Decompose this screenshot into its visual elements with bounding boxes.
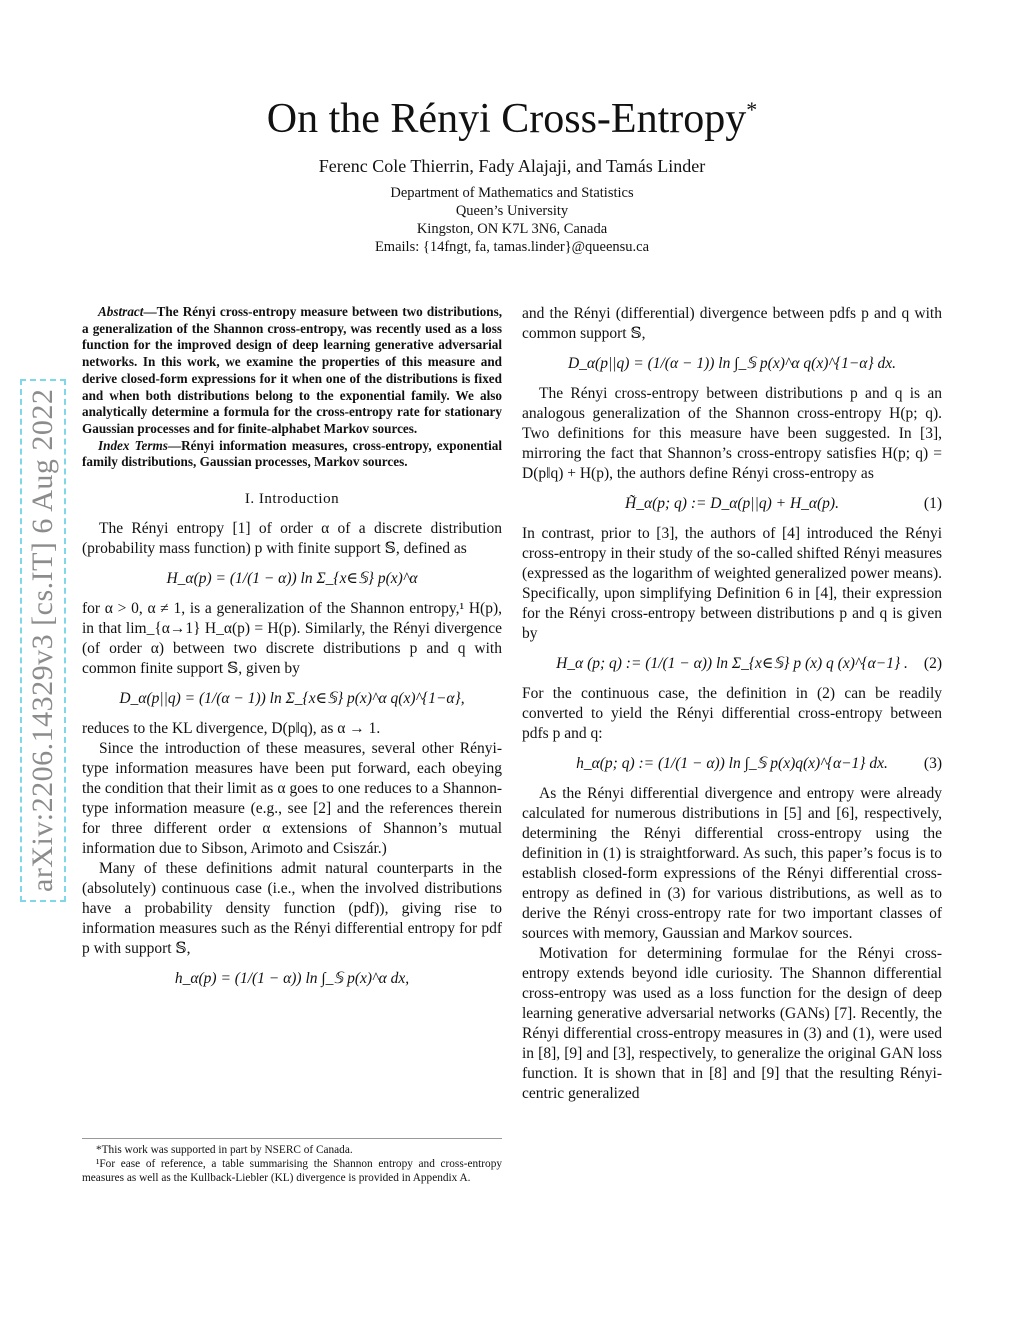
- footnotes: [82, 1138, 502, 1185]
- index-terms: [82, 438, 502, 471]
- equation-2: [522, 654, 942, 674]
- equation-3: [522, 754, 942, 774]
- equation-renyi-entropy: H_α(p) = (1/(1 − α)) ln Σ_{x∈𝕊} p(x)^α: [166, 570, 418, 588]
- affiliation-univ: Queen’s University: [455, 203, 569, 219]
- index-terms-label: Index Terms: [98, 437, 168, 453]
- affiliation-dept: Department of Mathematics and Statistics: [390, 185, 634, 201]
- right-paragraph-1: and the Rényi (differential) divergence between pdfs p and q with common support 𝕊,: [522, 305, 942, 342]
- equation-2-body: H_α (p; q) := (1/(1 − α)) ln Σ_{x∈𝕊} p (x) q (x)^{α−1} .: [556, 655, 908, 672]
- footnote-star: *This work was supported in part by NSERC of Canada.: [96, 1144, 353, 1156]
- affiliation-emails: Emails: {14fngt, fa, tamas.linder}@queensu.ca: [374, 239, 650, 255]
- equation-3-body: h_α(p; q) := (1/(1 − α)) ln ∫_𝕊 p(x)q(x)^{α−1} dx.: [576, 755, 888, 772]
- right-paragraph-2: The Rényi cross-entropy between distributions p and q is an analogous generalization of the Shannon cross-entropy H(p; q). Two definitions for this measure have been suggested. In [3], mirroring the fact that Shannon’s cross-entropy satisfies H(p; q) = D(p‖q) + H(p), the authors define Rényi cross-entropy as: [522, 385, 942, 482]
- left-paragraph-5: Many of these definitions admit natural counterparts in the (absolutely) continuous case (i.e., when the involved distributions have a probability density function (pdf)), giving rise to information measures such as the Rényi differential entropy for pdf p with support 𝕊,: [82, 860, 502, 958]
- equation-1-body: H̃_α(p; q) := D_α(p||q) + H_α(p).: [625, 495, 839, 512]
- equation-3-number: (3): [923, 755, 942, 772]
- abstract-text: —The Rényi cross-entropy measure between two distributions, a generalization of the Shannon cross-entropy, was recently used as a loss function for the improved design of deep learning generative adversarial networks. In this work, we examine the properties of this measure and derive closed-form expressions for it when one of the distributions is fixed and when both distributions belong to the exponential family. We also analytically determine a formula for the cross-entropy rate for stationary Gaussian processes and for finite-alphabet Markov sources.: [82, 304, 502, 436]
- title-footnote-mark: *: [746, 97, 758, 122]
- title-text: On the Rényi Cross-Entropy: [266, 96, 747, 142]
- left-paragraph-4: Since the introduction of these measures, several other Rényi-type information measures have been put forward, each obeying the condition that their limit as α goes to one reduces to a Shannon-type information measure (e.g., see [2] and the references therein for three different order α extensions of Shannon’s mutual information due to Sibson, Arimoto and Csiszár.): [82, 740, 502, 858]
- abstract-label: Abstract: [98, 304, 144, 319]
- footnote-1: ¹For ease of reference, a table summarising the Shannon entropy and cross-entropy measures as well as the Kullback-Liebler (KL) divergence is provided in Appendix A.: [82, 1158, 502, 1184]
- right-paragraph-6: Motivation for determining formulae for the Rényi cross-entropy extends beyond idle curiosity. The Shannon differential cross-entropy was used as a loss function for the design of deep learning generative adversarial networks (GANs) [7]. Recently, the Rényi differential cross-entropy measures in (3) and (1), were used in [8], [9] and [3], respectively, to generalize the original GAN loss function. It is shown that in [8] and [9] that the resulting Rényi-centric generalized: [522, 945, 942, 1102]
- abstract: [82, 304, 502, 438]
- affiliation-city: Kingston, ON K7L 3N6, Canada: [416, 221, 608, 237]
- authors: Ferenc Cole Thierrin, Fady Alajaji, and Tamás Linder: [318, 156, 706, 176]
- right-column: [522, 304, 942, 1104]
- left-paragraph-3: reduces to the KL divergence, D(p‖q), as α → 1.: [82, 720, 381, 738]
- left-paragraph-2: for α > 0, α ≠ 1, is a generalization of the Shannon entropy,¹ H(p), in that lim_{α→1} H_α(p) = H(p). Similarly, the Rényi divergence (of order α) between two discrete distributions p and q with common finite support 𝕊, given by: [82, 600, 502, 678]
- arxiv-stamp[interactable]: arXiv:2206.14329v3 [cs.IT] 6 Aug 2022: [20, 379, 66, 902]
- equation-2-number: (2): [923, 655, 942, 672]
- left-paragraph-1: The Rényi entropy [1] of order α of a discrete distribution (probability mass function) p with finite support 𝕊, defined as: [82, 520, 502, 558]
- equation-1-number: (1): [923, 495, 942, 512]
- index-terms-text: —Rényi information measures, cross-entropy, exponential family distributions, Gaussian processes, Markov sources.: [82, 437, 502, 470]
- affiliation: [0, 184, 1024, 256]
- equation-differential-divergence: D_α(p||q) = (1/(α − 1)) ln ∫_𝕊 p(x)^α q(x)^{1−α} dx.: [567, 355, 897, 372]
- section-heading-introduction: I. Introduction: [244, 491, 340, 508]
- right-paragraph-3: In contrast, prior to [3], the authors of [4] introduced the Rényi cross-entropy in their study of the so-called shifted Rényi measures (expressed as the logarithm of weighted generalized power means). Specifically, upon simplifying Definition 6 in [4], their expression for the Rényi cross-entropy between distributions p and q is given by: [522, 525, 942, 642]
- right-paragraph-4: For the continuous case, the definition in (2) can be readily converted to yield the Rényi differential cross-entropy between pdfs p and q:: [522, 685, 942, 742]
- paper-title: [0, 84, 1024, 145]
- right-paragraph-5: As the Rényi differential divergence and entropy were already calculated for numerous distributions in [5] and [6], respectively, determining the Rényi differential cross-entropy using the definition in (1) is straightforward. As such, this paper’s focus is to establish closed-form expressions of the Rényi differential cross-entropy as defined in (3) for various distributions, as well as to derive the Rényi cross-entropy rate for two important classes of sources with memory, Gaussian and Markov sources.: [522, 785, 942, 942]
- equation-differential-entropy: h_α(p) = (1/(1 − α)) ln ∫_𝕊 p(x)^α dx,: [174, 970, 410, 988]
- left-column: [82, 304, 502, 999]
- equation-renyi-divergence: D_α(p||q) = (1/(α − 1)) ln Σ_{x∈𝕊} p(x)^α q(x)^{1−α},: [119, 690, 465, 708]
- equation-1: [522, 494, 942, 514]
